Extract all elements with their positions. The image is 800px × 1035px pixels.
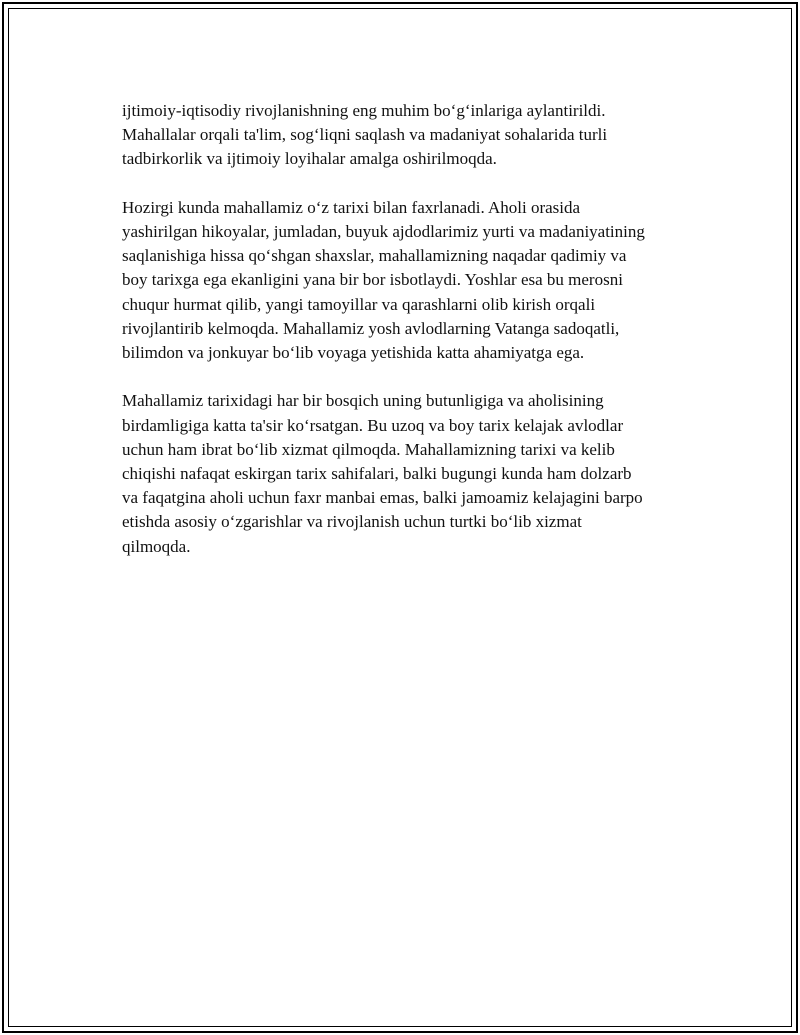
text-line: rivojlantirib kelmoqda. Mahallamiz yosh avlodlarning Vatanga sadoqatli, xyxy=(122,318,620,338)
text-line: tadbirkorlik va ijtimoiy loyihalar amalga oshirilmoqda. xyxy=(122,149,497,169)
text-line: uchun ham ibrat bo‘lib xizmat qilmoqda. Mahallamizning tarixi va kelib xyxy=(122,439,615,459)
text-line: bilimdon va jonkuyar bo‘lib voyaga yetishida katta ahamiyatga ega. xyxy=(122,343,585,363)
text-line: qilmoqda. xyxy=(122,536,191,556)
paragraph-3 xyxy=(122,389,702,558)
paragraph-1 xyxy=(122,99,702,172)
text-line: saqlanishiga hissa qo‘shgan shaxslar, mahallamizning naqadar qadimiy va xyxy=(122,246,627,266)
text-line: Mahallamiz tarixidagi har bir bosqich uning butunligiga va aholisining xyxy=(122,391,604,411)
text-line: boy tarixga ega ekanligini yana bir bor isbotlaydi. Yoshlar esa bu merosni xyxy=(122,270,623,290)
text-line: yashirilgan hikoyalar, jumladan, buyuk ajdodlarimiz yurti va madaniyatining xyxy=(122,222,645,241)
text-line: va faqatgina aholi uchun faxr manbai emas, balki jamoamiz kelajagini barpo xyxy=(122,488,643,508)
page-frame xyxy=(2,2,798,1033)
text-line: chiqishi nafaqat eskirgan tarix sahifalari, balki bugungi kunda ham dolzarb xyxy=(122,464,632,484)
text-line: Mahallalar orqali ta'lim, sog‘liqni saqlash va madaniyat sohalarida turli xyxy=(122,125,608,145)
text-line: chuqur hurmat qilib, yangi tamoyillar va qarashlarni olib kirish orqali xyxy=(122,294,596,314)
paragraph-2 xyxy=(122,196,702,365)
text-line: Hozirgi kunda mahallamiz o‘z tarixi bilan faxrlanadi. Aholi orasida xyxy=(122,197,581,217)
text-line: ijtimoiy-iqtisodiy rivojlanishning eng muhim bo‘g‘inlariga aylantirildi. xyxy=(122,101,606,120)
text-line: etishda asosiy o‘zgarishlar va rivojlanish uchun turtki bo‘lib xizmat xyxy=(122,512,582,532)
text-line: birdamligiga katta ta'sir ko‘rsatgan. Bu uzoq va boy tarix kelajak avlodlar xyxy=(122,415,624,435)
page-content xyxy=(122,99,702,583)
